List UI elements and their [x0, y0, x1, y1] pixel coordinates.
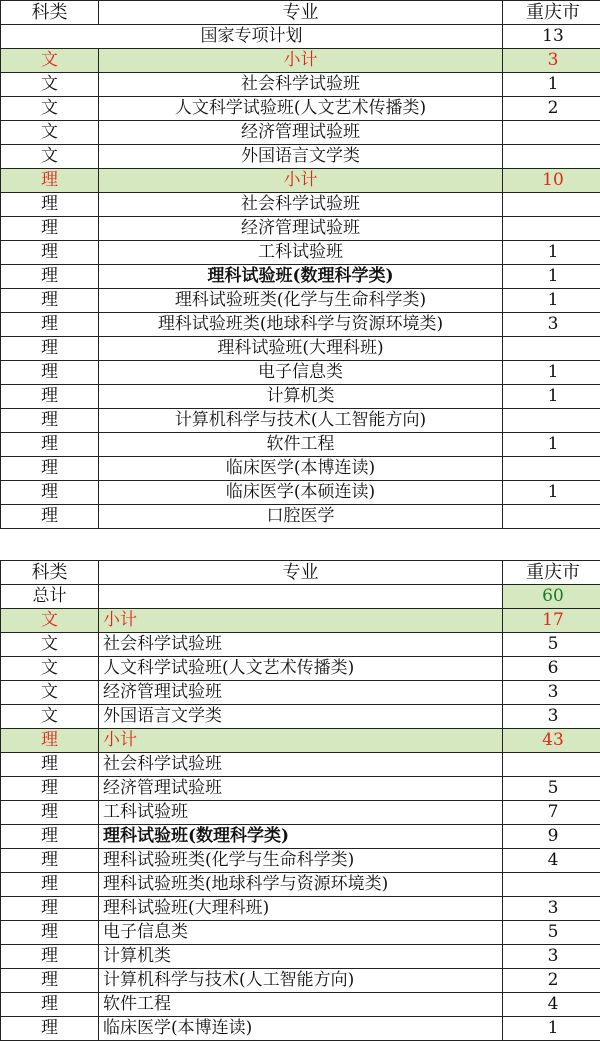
value-cell: 7: [503, 801, 600, 825]
total-value: 60: [503, 585, 600, 609]
category-cell: 理: [1, 729, 99, 753]
category-cell: 理: [1, 753, 99, 777]
table-row: [1, 337, 600, 361]
table-row: [1, 433, 600, 457]
category-cell: 理: [1, 241, 99, 265]
value-cell: 4: [503, 993, 600, 1017]
table-row: [1, 873, 600, 897]
major-cell: 临床医学(本博连读): [99, 457, 503, 481]
header-major: 专业: [99, 561, 503, 585]
table-row: [1, 361, 600, 385]
major-cell: 临床医学(本硕连读): [99, 481, 503, 505]
value-cell: 3: [503, 897, 600, 921]
plan-label: 国家专项计划: [1, 25, 503, 49]
category-cell: 文: [1, 705, 99, 729]
category-cell: 理: [1, 505, 99, 529]
value-cell: 2: [503, 97, 600, 121]
table-row: [1, 945, 600, 969]
major-cell: 外国语言文学类: [99, 705, 503, 729]
major-cell: 软件工程: [99, 433, 503, 457]
value-cell: 1: [503, 1017, 600, 1041]
category-cell: 理: [1, 385, 99, 409]
table-row: [1, 681, 600, 705]
major-cell: 经济管理试验班: [99, 121, 503, 145]
major-cell: 人文科学试验班(人文艺术传播类): [99, 657, 503, 681]
table-row: [1, 897, 600, 921]
value-cell: 1: [503, 385, 600, 409]
category-cell: 理: [1, 993, 99, 1017]
table-row: [1, 73, 600, 97]
category-cell: 文: [1, 657, 99, 681]
category-cell: 理: [1, 481, 99, 505]
table-row: [1, 217, 600, 241]
table-row: [1, 193, 600, 217]
major-cell: 电子信息类: [99, 921, 503, 945]
value-cell: 43: [503, 729, 600, 753]
category-cell: 文: [1, 145, 99, 169]
category-cell: 文: [1, 609, 99, 633]
value-cell: 3: [503, 705, 600, 729]
major-cell: 社会科学试验班: [99, 633, 503, 657]
category-cell: 文: [1, 49, 99, 73]
value-cell: [503, 409, 600, 433]
table-row: [1, 313, 600, 337]
category-cell: 理: [1, 921, 99, 945]
subtotal-row: [1, 609, 600, 633]
table-row: [1, 409, 600, 433]
category-cell: 理: [1, 945, 99, 969]
table-row: [1, 825, 600, 849]
table-row: [1, 777, 600, 801]
major-cell: 社会科学试验班: [99, 73, 503, 97]
value-cell: [503, 753, 600, 777]
table-row: [1, 1017, 600, 1041]
category-cell: 理: [1, 1017, 99, 1041]
category-cell: 文: [1, 97, 99, 121]
value-cell: 6: [503, 657, 600, 681]
table-row: [1, 121, 600, 145]
value-cell: 4: [503, 849, 600, 873]
table-row: [1, 97, 600, 121]
table-row: [1, 753, 600, 777]
category-cell: 理: [1, 777, 99, 801]
category-cell: 理: [1, 969, 99, 993]
major-cell: 理科试验班类(地球科学与资源环境类): [99, 313, 503, 337]
table-row: [1, 849, 600, 873]
value-cell: 10: [503, 169, 600, 193]
value-cell: 3: [503, 49, 600, 73]
value-cell: 3: [503, 313, 600, 337]
value-cell: [503, 193, 600, 217]
major-cell: 社会科学试验班: [99, 753, 503, 777]
table-row: [1, 993, 600, 1017]
value-cell: 1: [503, 481, 600, 505]
table-row: [1, 969, 600, 993]
major-cell: 计算机科学与技术(人工智能方向): [99, 409, 503, 433]
total-label: 总计: [1, 585, 99, 609]
table-row: [1, 457, 600, 481]
category-cell: 理: [1, 457, 99, 481]
table-row: [1, 801, 600, 825]
major-cell: 理科试验班(数理科学类): [99, 265, 503, 289]
value-cell: 1: [503, 433, 600, 457]
value-cell: 5: [503, 921, 600, 945]
major-cell: 理科试验班(数理科学类): [99, 825, 503, 849]
table-row: [1, 921, 600, 945]
category-cell: 理: [1, 873, 99, 897]
table-row: [1, 633, 600, 657]
major-cell: 口腔医学: [99, 505, 503, 529]
value-cell: [503, 145, 600, 169]
value-cell: [503, 337, 600, 361]
major-cell: 计算机科学与技术(人工智能方向): [99, 969, 503, 993]
header-chongqing: 重庆市: [503, 561, 600, 585]
major-cell: 工科试验班: [99, 241, 503, 265]
major-cell: 小计: [99, 169, 503, 193]
category-cell: 理: [1, 289, 99, 313]
major-cell: 电子信息类: [99, 361, 503, 385]
major-cell: 社会科学试验班: [99, 193, 503, 217]
subtotal-row: [1, 729, 600, 753]
table-row: [1, 705, 600, 729]
value-cell: 3: [503, 945, 600, 969]
major-cell: 工科试验班: [99, 801, 503, 825]
major-cell: 理科试验班(大理科班): [99, 897, 503, 921]
major-cell: 经济管理试验班: [99, 217, 503, 241]
value-cell: 1: [503, 73, 600, 97]
table-row: [1, 289, 600, 313]
table-row: [1, 265, 600, 289]
category-cell: 文: [1, 681, 99, 705]
category-cell: 理: [1, 217, 99, 241]
table-row: [1, 505, 600, 529]
header-category: 科类: [1, 561, 99, 585]
category-cell: 理: [1, 409, 99, 433]
value-cell: 3: [503, 681, 600, 705]
value-cell: 1: [503, 241, 600, 265]
major-cell: 外国语言文学类: [99, 145, 503, 169]
major-cell: 小计: [99, 609, 503, 633]
value-cell: [503, 121, 600, 145]
major-cell: 临床医学(本博连读): [99, 1017, 503, 1041]
value-cell: 1: [503, 361, 600, 385]
plan-row: [1, 25, 600, 49]
total-empty: [99, 585, 503, 609]
header-category: 科类: [1, 1, 99, 25]
major-cell: 人文科学试验班(人文艺术传播类): [99, 97, 503, 121]
major-cell: 理科试验班(大理科班): [99, 337, 503, 361]
category-cell: 文: [1, 633, 99, 657]
category-cell: 理: [1, 897, 99, 921]
major-cell: 软件工程: [99, 993, 503, 1017]
category-cell: 理: [1, 361, 99, 385]
value-cell: 17: [503, 609, 600, 633]
category-cell: 理: [1, 433, 99, 457]
category-cell: 理: [1, 849, 99, 873]
table-row: [1, 657, 600, 681]
value-cell: 2: [503, 969, 600, 993]
category-cell: 理: [1, 337, 99, 361]
major-cell: 经济管理试验班: [99, 681, 503, 705]
value-cell: 1: [503, 265, 600, 289]
subtotal-row: [1, 49, 600, 73]
value-cell: 5: [503, 633, 600, 657]
value-cell: [503, 457, 600, 481]
major-cell: 理科试验班类(化学与生命科学类): [99, 849, 503, 873]
header-major: 专业: [99, 1, 503, 25]
category-cell: 文: [1, 121, 99, 145]
major-cell: 计算机类: [99, 385, 503, 409]
category-cell: 理: [1, 801, 99, 825]
table-row: [1, 145, 600, 169]
value-cell: [503, 217, 600, 241]
plan-value: 13: [503, 25, 600, 49]
major-cell: 理科试验班类(化学与生命科学类): [99, 289, 503, 313]
major-cell: 理科试验班类(地球科学与资源环境类): [99, 873, 503, 897]
subtotal-row: [1, 169, 600, 193]
value-cell: 1: [503, 289, 600, 313]
major-cell: 计算机类: [99, 945, 503, 969]
value-cell: [503, 873, 600, 897]
major-cell: 小计: [99, 49, 503, 73]
category-cell: 理: [1, 825, 99, 849]
header-chongqing: 重庆市: [503, 1, 600, 25]
table-row: [1, 241, 600, 265]
value-cell: 5: [503, 777, 600, 801]
table-row: [1, 385, 600, 409]
table-row: [1, 481, 600, 505]
category-cell: 理: [1, 313, 99, 337]
total-plan-table: [0, 560, 600, 1041]
header-row: [1, 1, 600, 25]
value-cell: [503, 505, 600, 529]
category-cell: 文: [1, 73, 99, 97]
major-cell: 经济管理试验班: [99, 777, 503, 801]
total-row: [1, 585, 600, 609]
category-cell: 理: [1, 169, 99, 193]
value-cell: 9: [503, 825, 600, 849]
category-cell: 理: [1, 193, 99, 217]
category-cell: 理: [1, 265, 99, 289]
header-row: [1, 561, 600, 585]
major-cell: 小计: [99, 729, 503, 753]
